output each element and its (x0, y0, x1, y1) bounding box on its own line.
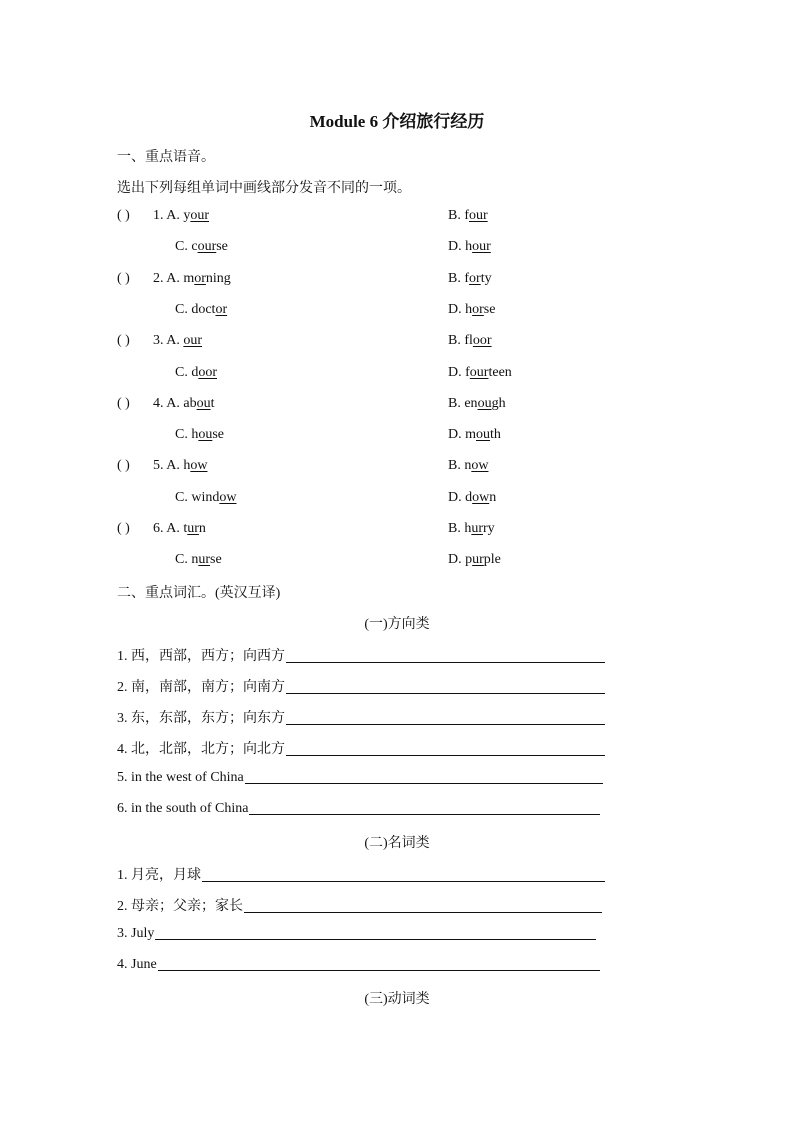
word-part: n (198, 521, 206, 536)
option-b-row (448, 333, 492, 349)
vocab-item: 4. June (117, 957, 600, 973)
word-part: ab (183, 396, 197, 411)
word-part: m (183, 271, 195, 286)
answer-paren[interactable]: ( ) (117, 521, 130, 536)
underlined-part: ou (477, 396, 492, 411)
underlined-part: ou (476, 427, 491, 442)
option-a (166, 208, 209, 223)
option-letter: D. (448, 552, 466, 567)
option-d (448, 427, 501, 442)
question-row (117, 521, 206, 537)
answer-paren[interactable]: ( ) (117, 208, 130, 223)
option-d-row (448, 427, 501, 443)
option-c (175, 490, 236, 505)
word-part: n (489, 490, 497, 505)
option-letter: B. (448, 396, 465, 411)
word-part: ty (480, 271, 492, 286)
option-letter: C. (175, 239, 192, 254)
word-part: c (191, 239, 198, 254)
question-number: 2. (153, 271, 164, 286)
underlined-part: oor (198, 365, 218, 380)
option-c (175, 552, 222, 567)
answer-blank[interactable] (286, 755, 605, 756)
underlined-part: our (183, 333, 203, 348)
option-letter: A. (166, 396, 184, 411)
answer-blank[interactable] (202, 881, 605, 882)
option-a (166, 458, 207, 473)
word-part: wind (191, 490, 220, 505)
option-b (448, 333, 492, 348)
option-letter: B. (448, 521, 465, 536)
question-row (117, 271, 231, 287)
vocab-item: 3. 东，东部，东方；向东方 (117, 707, 605, 727)
option-a (166, 521, 206, 536)
word-part: n (464, 458, 472, 473)
word-part: t (183, 521, 188, 536)
question-row (117, 396, 214, 412)
option-letter: B. (448, 458, 465, 473)
underlined-part: ow (471, 458, 489, 473)
option-c-row (175, 365, 217, 381)
option-b-row (448, 396, 506, 412)
option-c (175, 302, 227, 317)
answer-blank[interactable] (155, 939, 596, 940)
underlined-part: or (472, 302, 484, 317)
vocab-item: 5. in the west of China (117, 770, 603, 786)
vocab-item: 4. 北，北部，北方；向北方 (117, 738, 605, 758)
word-part: ry (483, 521, 495, 536)
answer-blank[interactable] (286, 693, 605, 694)
option-a (166, 271, 231, 286)
option-letter: D. (448, 239, 466, 254)
option-b (448, 271, 492, 286)
option-c (175, 427, 224, 442)
word-part: n (191, 552, 199, 567)
word-part: h (465, 239, 473, 254)
option-c-row (175, 490, 236, 506)
answer-paren[interactable]: ( ) (117, 271, 130, 286)
word-part: ple (483, 552, 501, 567)
section1-heading: 一、重点语音。 (117, 150, 215, 165)
option-d (448, 552, 501, 567)
option-d-row (448, 302, 495, 318)
underlined-part: our (469, 365, 489, 380)
option-d-row (448, 552, 501, 568)
option-letter: B. (448, 208, 465, 223)
option-d (448, 239, 491, 254)
option-b-row (448, 208, 488, 224)
underlined-part: our (190, 208, 210, 223)
option-d-row (448, 239, 491, 255)
answer-blank[interactable] (286, 724, 605, 725)
underlined-part: or (469, 271, 481, 286)
word-part: se (212, 427, 225, 442)
question-number: 6. (153, 521, 164, 536)
option-d (448, 302, 495, 317)
answer-blank[interactable] (249, 814, 600, 815)
option-letter: A. (166, 333, 184, 348)
option-letter: D. (448, 427, 466, 442)
group-noun-title: (二)名词类 (364, 836, 430, 851)
word-part: m (465, 427, 477, 442)
option-b (448, 208, 488, 223)
word-part: en (464, 396, 478, 411)
vocab-item: 6. in the south of China (117, 801, 600, 817)
page-title: Module 6 介绍旅行经历 (309, 112, 485, 131)
option-b (448, 458, 488, 473)
underlined-part: ur (187, 521, 199, 536)
option-c (175, 239, 228, 254)
option-c-row (175, 302, 227, 318)
option-c (175, 365, 217, 380)
option-d-row (448, 490, 496, 506)
word-part: ning (205, 271, 231, 286)
word-part: y (183, 208, 191, 223)
option-d (448, 365, 512, 380)
option-b-row (448, 271, 492, 287)
word-part: f (464, 271, 470, 286)
word-part: h (191, 427, 199, 442)
option-letter: A. (166, 271, 184, 286)
word-part: h (464, 521, 472, 536)
answer-blank[interactable] (244, 912, 602, 913)
group-verb-title: (三)动词类 (364, 992, 430, 1007)
option-letter: A. (166, 458, 184, 473)
word-part: se (483, 302, 496, 317)
word-part: gh (491, 396, 506, 411)
question-number: 4. (153, 396, 164, 411)
word-part: d (191, 365, 199, 380)
word-part: t (210, 396, 215, 411)
underlined-part: ow (219, 490, 237, 505)
option-b-row (448, 458, 488, 474)
section2-heading: 二、重点词汇。(英汉互译) (117, 586, 281, 601)
option-letter: C. (175, 365, 192, 380)
answer-blank[interactable] (286, 662, 605, 663)
option-letter: B. (448, 271, 465, 286)
word-part: f (465, 365, 470, 380)
word-part: teen (488, 365, 512, 380)
question-row (117, 208, 209, 224)
word-part: p (465, 552, 473, 567)
word-part: d (465, 490, 473, 505)
underlined-part: oor (472, 333, 492, 348)
option-d (448, 490, 496, 505)
vocab-item: 1. 月亮，月球 (117, 864, 605, 884)
option-letter: C. (175, 302, 192, 317)
answer-paren[interactable]: ( ) (117, 458, 130, 473)
option-c-row (175, 552, 222, 568)
vocab-item: 2. 母亲；父亲；家长 (117, 895, 602, 915)
question-number: 1. (153, 208, 164, 223)
vocab-item: 1. 西，西部，西方；向西方 (117, 645, 605, 665)
option-letter: A. (166, 521, 184, 536)
answer-blank[interactable] (158, 970, 600, 971)
option-c-row (175, 427, 224, 443)
option-letter: B. (448, 333, 465, 348)
underlined-part: ur (198, 552, 211, 567)
word-part: th (490, 427, 501, 442)
word-part: fl (464, 333, 473, 348)
underlined-part: or (194, 271, 206, 286)
option-b (448, 521, 495, 536)
answer-paren[interactable]: ( ) (117, 333, 130, 348)
word-part: h (183, 458, 191, 473)
word-part: h (465, 302, 473, 317)
question-number: 5. (153, 458, 164, 473)
section1-instruction: 选出下列每组单词中画线部分发音不同的一项。 (117, 181, 411, 196)
option-b (448, 396, 506, 411)
option-letter: D. (448, 302, 466, 317)
question-row (117, 333, 202, 349)
option-a (166, 396, 214, 411)
underlined-part: ow (472, 490, 490, 505)
option-letter: D. (448, 490, 466, 505)
underlined-part: ou (196, 396, 211, 411)
underlined-part: ur (471, 521, 484, 536)
option-a (166, 333, 202, 348)
word-part: se (210, 552, 222, 567)
option-b-row (448, 521, 495, 537)
option-letter: C. (175, 552, 192, 567)
underlined-part: ow (190, 458, 208, 473)
underlined-part: our (197, 239, 217, 254)
underlined-part: our (469, 208, 488, 223)
question-row (117, 458, 207, 474)
group-direction-title: (一)方向类 (364, 617, 430, 632)
underlined-part: our (472, 239, 491, 254)
option-c-row (175, 239, 228, 255)
option-letter: A. (166, 208, 184, 223)
option-letter: D. (448, 365, 466, 380)
option-letter: C. (175, 427, 192, 442)
underlined-part: or (215, 302, 228, 317)
word-part: se (216, 239, 228, 254)
word-part: doct (191, 302, 216, 317)
option-letter: C. (175, 490, 192, 505)
answer-paren[interactable]: ( ) (117, 396, 130, 411)
vocab-item: 3. July (117, 926, 596, 942)
answer-blank[interactable] (245, 783, 603, 784)
question-number: 3. (153, 333, 164, 348)
underlined-part: ur (472, 552, 484, 567)
underlined-part: ou (198, 427, 213, 442)
word-part: f (464, 208, 470, 223)
option-d-row (448, 365, 512, 381)
vocab-item: 2. 南，南部，南方；向南方 (117, 676, 605, 696)
